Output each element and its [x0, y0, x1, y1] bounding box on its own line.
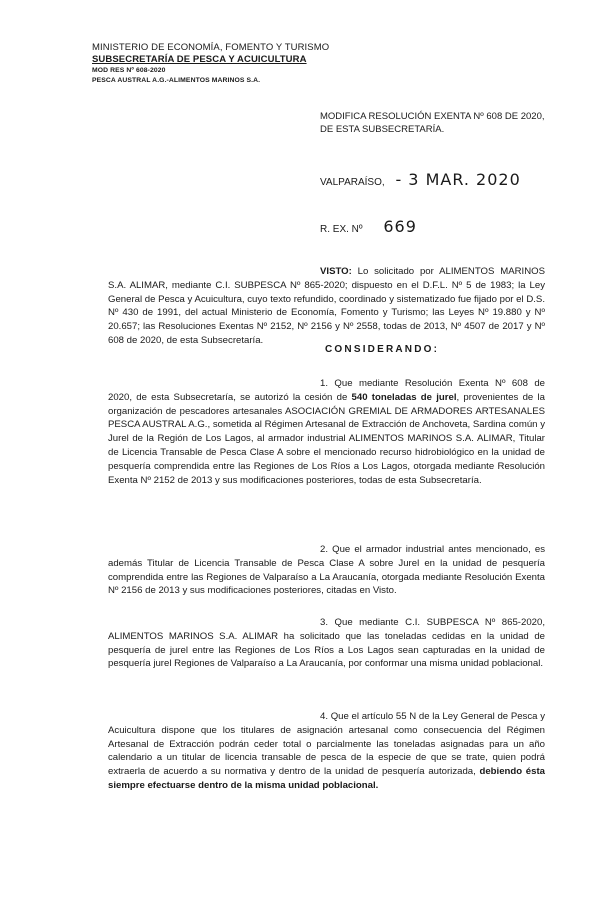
subsecretaria-name: SUBSECRETARÍA DE PESCA Y ACUICULTURA — [92, 54, 307, 65]
visto-section — [108, 265, 545, 348]
ministry-name: MINISTERIO DE ECONOMÍA, FOMENTO Y TURISMO — [92, 42, 330, 53]
resolution-number — [320, 217, 417, 236]
c4-bold: debiendo ésta siempre efectuarse dentro de la misma unidad poblacional. — [108, 766, 545, 791]
c3-text: 3. Que mediante C.I. SUBPESCA Nº 865-2020, ALIMENTOS MARINOS S.A. ALIMAR ha solicitado que las toneladas cedidas en la unidad de pesquería de jurel entre las Regiones de Los Ríos a Los Lagos sean capturadas en la unidad de pesquería jurel Regiones de Valparaíso a La Araucanía, por conformar una misma unidad poblacional. — [108, 617, 545, 670]
rex-number: 669 — [383, 217, 417, 236]
considerando-4 — [108, 710, 545, 793]
date-stamp: - 3 MAR. 2020 — [395, 170, 521, 189]
considerando-2 — [108, 543, 545, 598]
parties-line: PESCA AUSTRAL A.G.-ALIMENTOS MARINOS S.A. — [92, 77, 261, 84]
c4-text-a: 4. Que el artículo 55 N de la Ley General de Pesca y Acuicultura dispone que los titulares de asignación artesanal como consecuencia del Régimen Artesanal de Extracción podrán ceder total o parcialmente las toneladas asignadas para un año calendario a un titular de licencia transable de pesca de la especie de que se trate, quien podrá extraerla de acuerdo a su normativa y dentro de la unidad de pesquería autorizada, — [108, 711, 545, 778]
c1-text-b: , provenientes de la organización de pescadores artesanales ASOCIACIÓN GREMIAL DE ARMADORES ARTESANALES PESCA AUSTRAL A.G., sometida al Régimen Artesanal de Extracción de Anchoveta, Sardina común y Jurel de la Región de Los Lagos, al armador industrial ALIMENTOS MARINOS S.A. ALIMAR, Titular de Licencia Transable de Pesca Clase A sobre el mencionado recurso hidrobiológico en la unidad de pesquería comprendida entre las Regiones de Los Ríos a Los Lagos, otorgada mediante Resolución Exenta Nº 2152 de 2013 y sus modificaciones posteriores, todas de esta Subsecretaría. — [108, 391, 545, 486]
mod-res-code: MOD RES Nº 608-2020 — [92, 67, 166, 74]
c1-bold: 540 toneladas de jurel — [351, 391, 457, 403]
c2-text: 2. Que el armador industrial antes mencionado, es además Titular de Licencia Transable de Pesca Clase A sobre Jurel en la unidad de pesquería comprendida entre las Regiones de Valparaíso a La Araucanía, otorgada mediante Resolución Exenta Nº 2156 de 2013 y sus modificaciones posteriores, citadas en Visto. — [108, 544, 545, 597]
considerando-heading: CONSIDERANDO: — [325, 344, 440, 355]
considerando-3 — [108, 616, 545, 671]
visto-label: VISTO: — [320, 266, 352, 277]
considerando-1 — [108, 377, 545, 487]
reference-summary: MODIFICA RESOLUCIÓN EXENTA Nº 608 DE 2020, DE ESTA SUBSECRETARÍA. — [320, 111, 545, 135]
visto-text: Lo solicitado por ALIMENTOS MARINOS S.A. ALIMAR, mediante C.I. SUBPESCA Nº 865-2020; dispuesto en el D.F.L. Nº 5 de 1983; la Ley General de Pesca y Acuicultura, cuyo texto refundido, coordinado y sistematizado fue fijado por el D.S. Nº 430 de 1991, del actual Ministerio de Economía, Fomento y Turismo; las Leyes Nº 19.880 y Nº 20.657; las Resoluciones Exentas Nº 2152, Nº 2156 y Nº 2558, todas de 2013, Nº 4507 de 2017 y Nº 608 de 2020, de esta Subsecretaría. — [108, 266, 545, 346]
rex-label: R. EX. Nº — [320, 224, 363, 235]
place: VALPARAÍSO, — [320, 177, 385, 188]
letterhead — [92, 42, 332, 86]
c1-text-a: 1. Que mediante Resolución Exenta Nº 608 de 2020, de esta Subsecretaría, se autorizó la cesión de — [108, 378, 545, 403]
place-date — [320, 170, 521, 189]
